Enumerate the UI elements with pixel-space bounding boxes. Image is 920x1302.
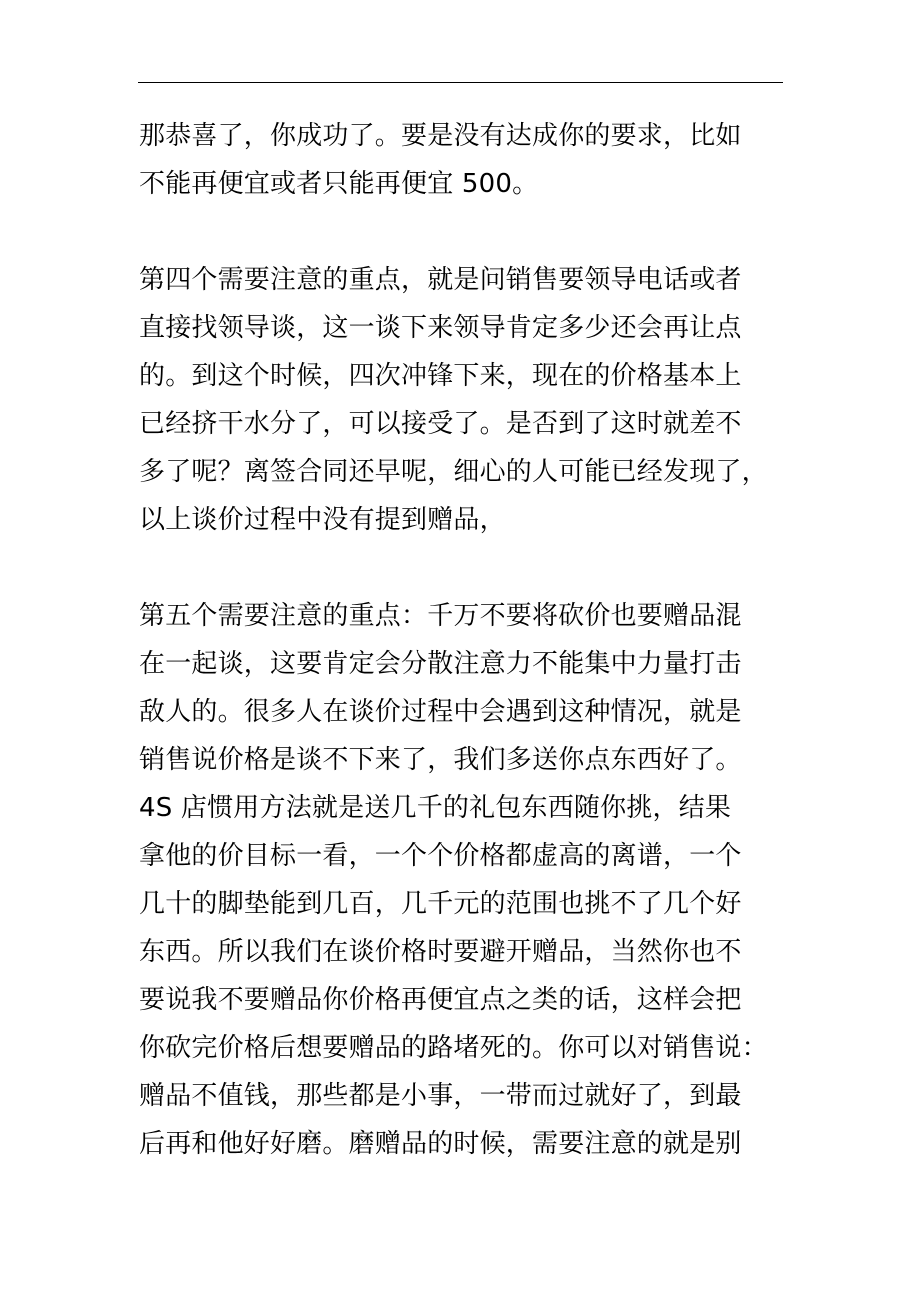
- text-line: 第四个需要注意的重点，就是问销售要领导电话或者: [139, 265, 742, 295]
- text-line: 销售说价格是谈不下来了，我们多送你点东西好了。: [139, 745, 742, 775]
- text-line: 不能再便宜或者只能再便宜 500。: [139, 169, 539, 199]
- text-line: 后再和他好好磨。磨赠品的时候，需要注意的就是别: [139, 1129, 742, 1159]
- text-line: 拿他的价目标一看，一个个价格都虚高的离谱，一个: [139, 841, 742, 871]
- text-line: 敌人的。很多人在谈价过程中会遇到这种情况，就是: [139, 697, 742, 727]
- text-line: 的。到这个时候，四次冲锋下来，现在的价格基本上: [139, 361, 742, 391]
- text-line: 以上谈价过程中没有提到赠品，: [139, 505, 506, 535]
- text-line: 多了呢？离签合同还早呢，细心的人可能已经发现了，: [139, 457, 768, 487]
- text-line: 那恭喜了，你成功了。要是没有达成你的要求，比如: [139, 121, 742, 151]
- text-line: 4S 店惯用方法就是送几千的礼包东西随你挑，结果: [139, 793, 732, 823]
- header-rule: [138, 82, 783, 83]
- text-line: 在一起谈，这要肯定会分散注意力不能集中力量打击: [139, 649, 742, 679]
- text-line: 你砍完价格后想要赠品的路堵死的。你可以对销售说：: [139, 1033, 768, 1063]
- text-line: 已经挤干水分了，可以接受了。是否到了这时就差不: [139, 409, 742, 439]
- text-line: 赠品不值钱，那些都是小事，一带而过就好了，到最: [139, 1081, 742, 1111]
- text-line: 几十的脚垫能到几百，几千元的范围也挑不了几个好: [139, 889, 742, 919]
- text-line: 直接找领导谈，这一谈下来领导肯定多少还会再让点: [139, 313, 742, 343]
- text-line: 要说我不要赠品你价格再便宜点之类的话，这样会把: [139, 985, 742, 1015]
- text-line: 第五个需要注意的重点：千万不要将砍价也要赠品混: [139, 601, 742, 631]
- text-line: 东西。所以我们在谈价格时要避开赠品，当然你也不: [139, 937, 742, 967]
